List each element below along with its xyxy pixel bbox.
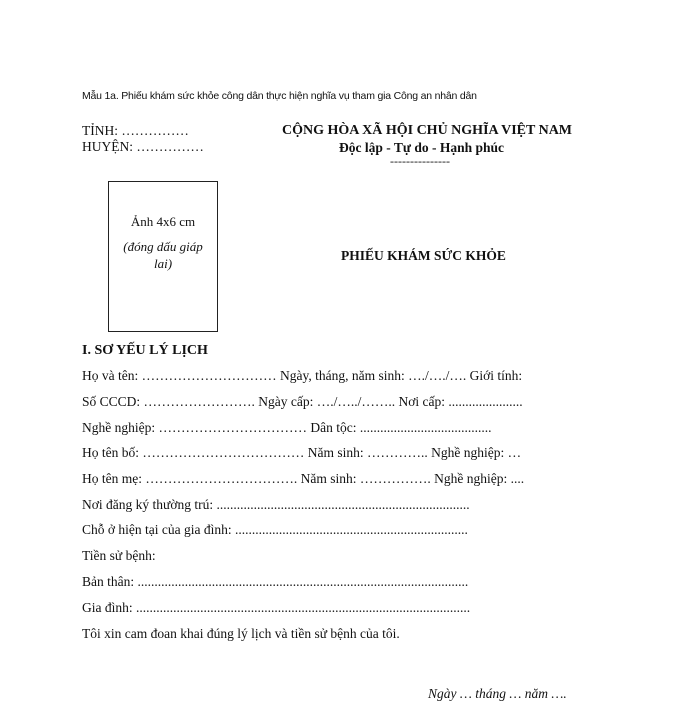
form-row-personal-history: Bản thân: .................................................................................................. (82, 574, 469, 589)
form-row-occupation: Nghề nghiệp: …………………………… Dân tộc: ....................................... (82, 420, 492, 435)
form-row-father: Họ tên bố: ……………………………… Năm sinh: ………….. Nghề nghiệp: … (82, 445, 522, 460)
declaration-statement: Tôi xin cam đoan khai đúng lý lịch và tiền sử bệnh của tôi. (82, 626, 400, 641)
form-caption: Mẫu 1a. Phiếu khám sức khỏe công dân thực hiện nghĩa vụ tham gia Công an nhân dân (82, 90, 477, 102)
district-field: HUYỆN: …………… (82, 139, 204, 154)
province-field: TỈNH: …………… (82, 123, 189, 138)
photo-size-label: Ảnh 4x6 cm (130, 214, 196, 229)
form-row-full-name: Họ và tên: ………………………… Ngày, tháng, năm sinh: …./…./…. Giới tính: (82, 368, 523, 383)
form-row-id-card: Số CCCD: ……………………. Ngày cấp: …./…../…….. Nơi cấp: ...................... (82, 394, 523, 409)
form-row-medical-history: Tiền sử bệnh: (82, 548, 156, 563)
motto-heading: Độc lập - Tự do - Hạnh phúc (339, 140, 505, 155)
photo-stamp-note: (đóng dấu giáp lai) (123, 239, 203, 271)
form-title: PHIẾU KHÁM SỨC KHỎE (341, 248, 506, 263)
section-title: I. SƠ YẾU LÝ LỊCH (82, 343, 208, 358)
photo-placeholder (108, 181, 218, 332)
signature-date: Ngày … tháng … năm …. (428, 686, 567, 701)
form-row-current-address: Chỗ ở hiện tại của gia đình: ..................................................................... (82, 522, 468, 537)
nation-heading: CỘNG HÒA XÃ HỘI CHỦ NGHĨA VIỆT NAM (282, 123, 573, 138)
form-row-permanent-address: Nơi đăng ký thường trú: ........................................................................... (82, 497, 470, 512)
header-divider: --------------- (390, 154, 450, 168)
form-row-family-history: Gia đình: ................................................................................................... (82, 600, 471, 615)
form-row-mother: Họ tên mẹ: ……………………………. Năm sinh: ……………. Nghề nghiệp: .... (82, 471, 525, 486)
